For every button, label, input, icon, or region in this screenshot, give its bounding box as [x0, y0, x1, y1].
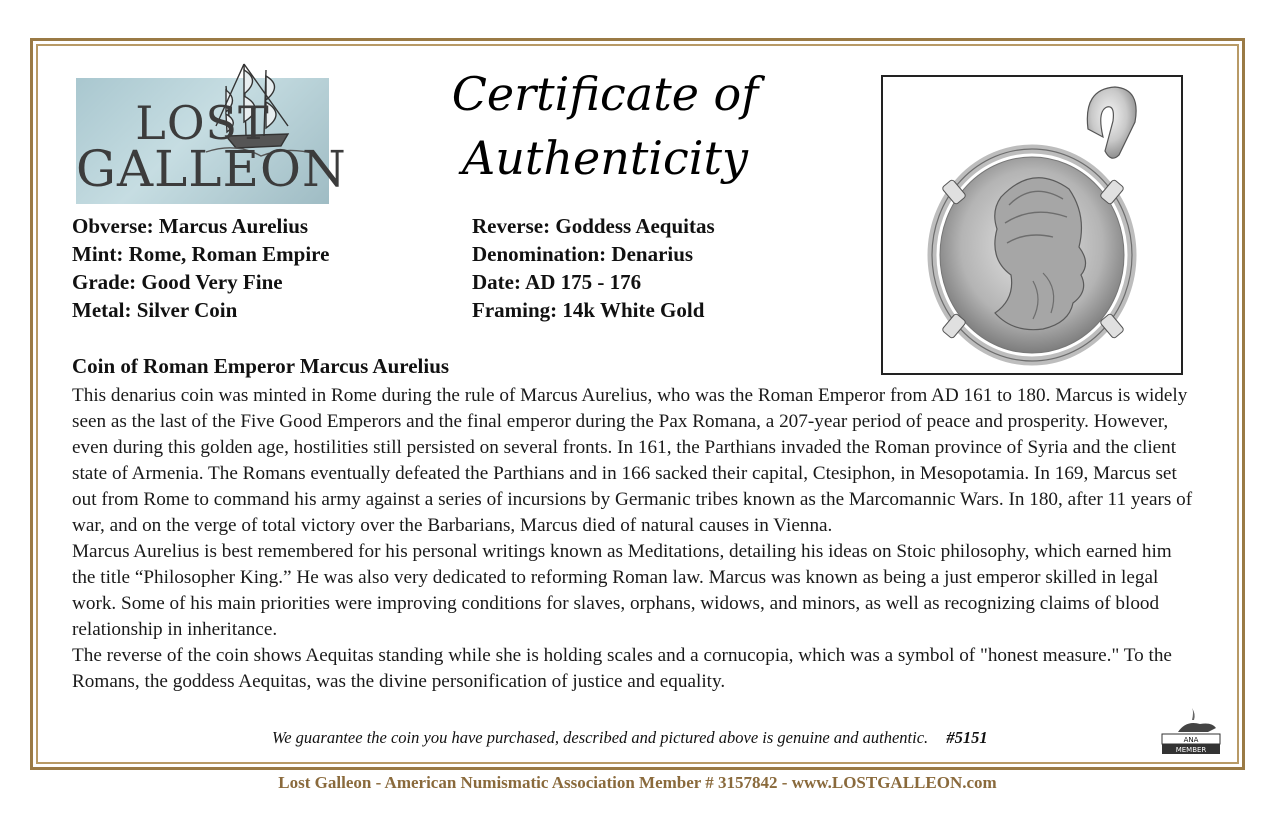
ana-member-badge — [1156, 706, 1226, 756]
spec-grade: Grade: Good Very Fine — [72, 270, 283, 294]
logo-text-lost: LOST — [135, 96, 270, 150]
section-title: Coin of Roman Emperor Marcus Aurelius — [72, 354, 450, 378]
badge-top-text: ANA — [1183, 736, 1199, 744]
lost-galleon-logo — [76, 78, 347, 204]
spec-mint: Mint: Rome, Roman Empire — [72, 242, 330, 266]
paragraph-reverse: The reverse of the coin shows Aequitas standing while she is holding scales and a cornucopia, which was a symbol of "honest measure." To the Romans, the goddess Aequitas, was the divine personification of justice and equality. — [72, 645, 1172, 692]
coin-pendant-image — [883, 77, 1181, 373]
spec-obverse: Obverse: Marcus Aurelius — [72, 214, 309, 238]
spec-date: Date: AD 175 - 176 — [472, 270, 642, 294]
guarantee-statement: We guarantee the coin you have purchased, described and pictured above is genuine and authentic. — [272, 728, 929, 747]
spec-metal: Metal: Silver Coin — [72, 298, 238, 322]
footer-contact: Lost Galleon - American Numismatic Association Member # 3157842 - www.LOSTGALLEON.com — [278, 773, 997, 792]
ana-lamp-icon — [1156, 706, 1226, 756]
certificate-title — [440, 62, 770, 190]
spec-framing: Framing: 14k White Gold — [472, 298, 705, 322]
badge-bottom-text: MEMBER — [1175, 746, 1207, 754]
coin-photo-frame — [881, 75, 1183, 375]
certificate-number: #5151 — [946, 728, 988, 747]
logo-text-galleon: GALLEON — [76, 140, 347, 198]
title-line-1: Certificate of — [451, 67, 759, 121]
title-line-2: Authenticity — [462, 131, 748, 185]
specs-left-column — [72, 212, 329, 324]
spec-denomination: Denomination: Denarius — [472, 242, 694, 266]
paragraph-legacy: Marcus Aurelius is best remembered for his personal writings known as Meditations, detailing his ideas on Stoic philosophy, which earned him the title “Philosopher King.” He was also very dedicated to reforming Roman law. Marcus was known as being a just emperor skilled in legal work. Some of his main priorities were improving conditions for slaves, orphans, widows, and minors, as well as recognizing claims of blood relationship in inheritance. — [72, 541, 1172, 640]
description-body — [72, 383, 1197, 695]
paragraph-history: This denarius coin was minted in Rome during the rule of Marcus Aurelius, who was the Roman Emperor from AD 161 to 180. Marcus is widely seen as the last of the Five Good Emperors and the final emperor during the Pax Romana, a 207-year period of peace and prosperity. However, even during this golden age, hostilities still persisted on several fronts. In 161, the Parthians invaded the Roman province of Syria and the client state of Armenia. The Romans eventually defeated the Parthians and in 166 sacked their capital, Ctesiphon, in Mesopotamia. In 169, Marcus set out from Rome to command his army against a series of incursions by Germanic tribes known as the Marcomannic Wars. In 180, after 11 years of war, and on the verge of total victory over the Barbarians, Marcus died of natural causes in Vienna. — [72, 385, 1193, 536]
guarantee-line — [272, 728, 988, 748]
spec-reverse: Reverse: Goddess Aequitas — [472, 214, 715, 238]
specs-right-column — [472, 212, 715, 324]
